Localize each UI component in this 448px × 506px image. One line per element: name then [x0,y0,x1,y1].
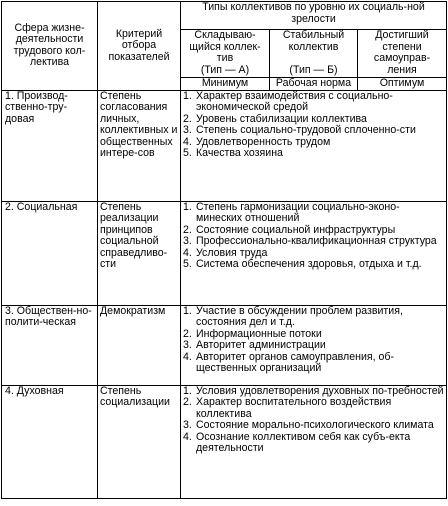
collective-types-table [1,1,447,499]
indicators-cell [181,385,447,498]
type-a-code: (Тип — А) [200,63,250,76]
indicator-item: 1. Участие в обсуждении проблем развития, состояния дел и т.д. [183,304,403,328]
indicator-item: 1. Степень гармонизации социально-эконо-минеских отношений [183,200,400,224]
indicator-item: 3. Авторитет администрации [183,339,326,351]
indicator-list [183,386,444,455]
type-a-name: Складываю-щийся коллек-тив [189,29,261,64]
criterion-cell: Степень реализации принципов социальной справедливо-сти [98,201,181,305]
indicator-item: 4. Условия труда [183,246,268,259]
indicators-cell [181,90,447,201]
sphere-cell: 4. Духовная [2,385,98,498]
indicator-list [183,202,444,271]
table-row [2,201,447,305]
header-types-title: Типы коллективов по уровню их социаль-ной зрелости [181,2,447,30]
indicator-list [183,306,444,375]
level-norm: Рабочая норма [270,78,358,91]
indicator-list [183,91,444,160]
indicators-cell [181,305,447,385]
indicator-item: 4. Авторитет органов самоуправления, об-щественных организаций [183,350,394,374]
table-row [2,385,447,498]
criterion-cell: Степень социализации [98,385,181,498]
indicator-item: 3. Состояние морально-психологического климата [183,419,434,431]
indicator-item: 2. Характер воспитательного воздействия коллектива [183,396,392,420]
type-b-code: (Тип — Б) [289,63,338,76]
type-b-name: Стабильный коллектив [282,29,345,53]
criterion-cell: Демократизм [98,305,181,385]
indicator-item: 4. Удовлетворенность трудом [183,135,331,148]
indicator-item: 2. Состояние социальной инфраструктуры [183,223,396,236]
indicator-item: 3. Степень социально-трудовой сплоченно-сти [183,124,416,136]
criterion-cell: Степень согласования личных, коллективных и общественных интере-сов [98,90,181,201]
sphere-cell: 1. Производ-ственно-тру-довая [2,90,98,201]
level-optimum: Оптимум [358,78,447,91]
header-type-a [181,30,270,78]
indicator-item: 3. Профессионально-квалификационная структура [183,235,437,247]
table-row [2,305,447,385]
sphere-cell: 2. Социальная [2,201,98,305]
header-type-b [270,30,358,78]
header-sphere: Сфера жизне-деятельности трудового кол-лектива [2,2,98,91]
indicator-item: 5. Система обеспечения здоровья, отдыха и т.д. [183,258,422,270]
level-minimum: Минимум [181,78,270,91]
header-row [2,2,447,30]
indicator-item: 1. Характер взаимодействия с социально-экономической средой [183,89,393,113]
sphere-cell: 3. Обществен-но-полити-ческая [2,305,98,385]
indicator-item: 2. Информационные потоки [183,327,322,340]
indicator-item: 2. Уровень стабилизации коллектива [183,112,367,125]
table-row [2,90,447,201]
header-criterion: Критерий отбора показателей [98,2,181,91]
type-v-name: Достигший степени самоуправ-ления [373,29,431,76]
header-type-v [358,30,447,78]
indicator-item: 4. Осознание коллективом себя как субъ-екта деятельности [183,430,411,454]
indicator-item: 5. Качества хозяина [183,147,283,159]
indicators-cell [181,201,447,305]
indicator-item: 1. Условия удовлетворения духовных по-требностей [183,384,444,397]
